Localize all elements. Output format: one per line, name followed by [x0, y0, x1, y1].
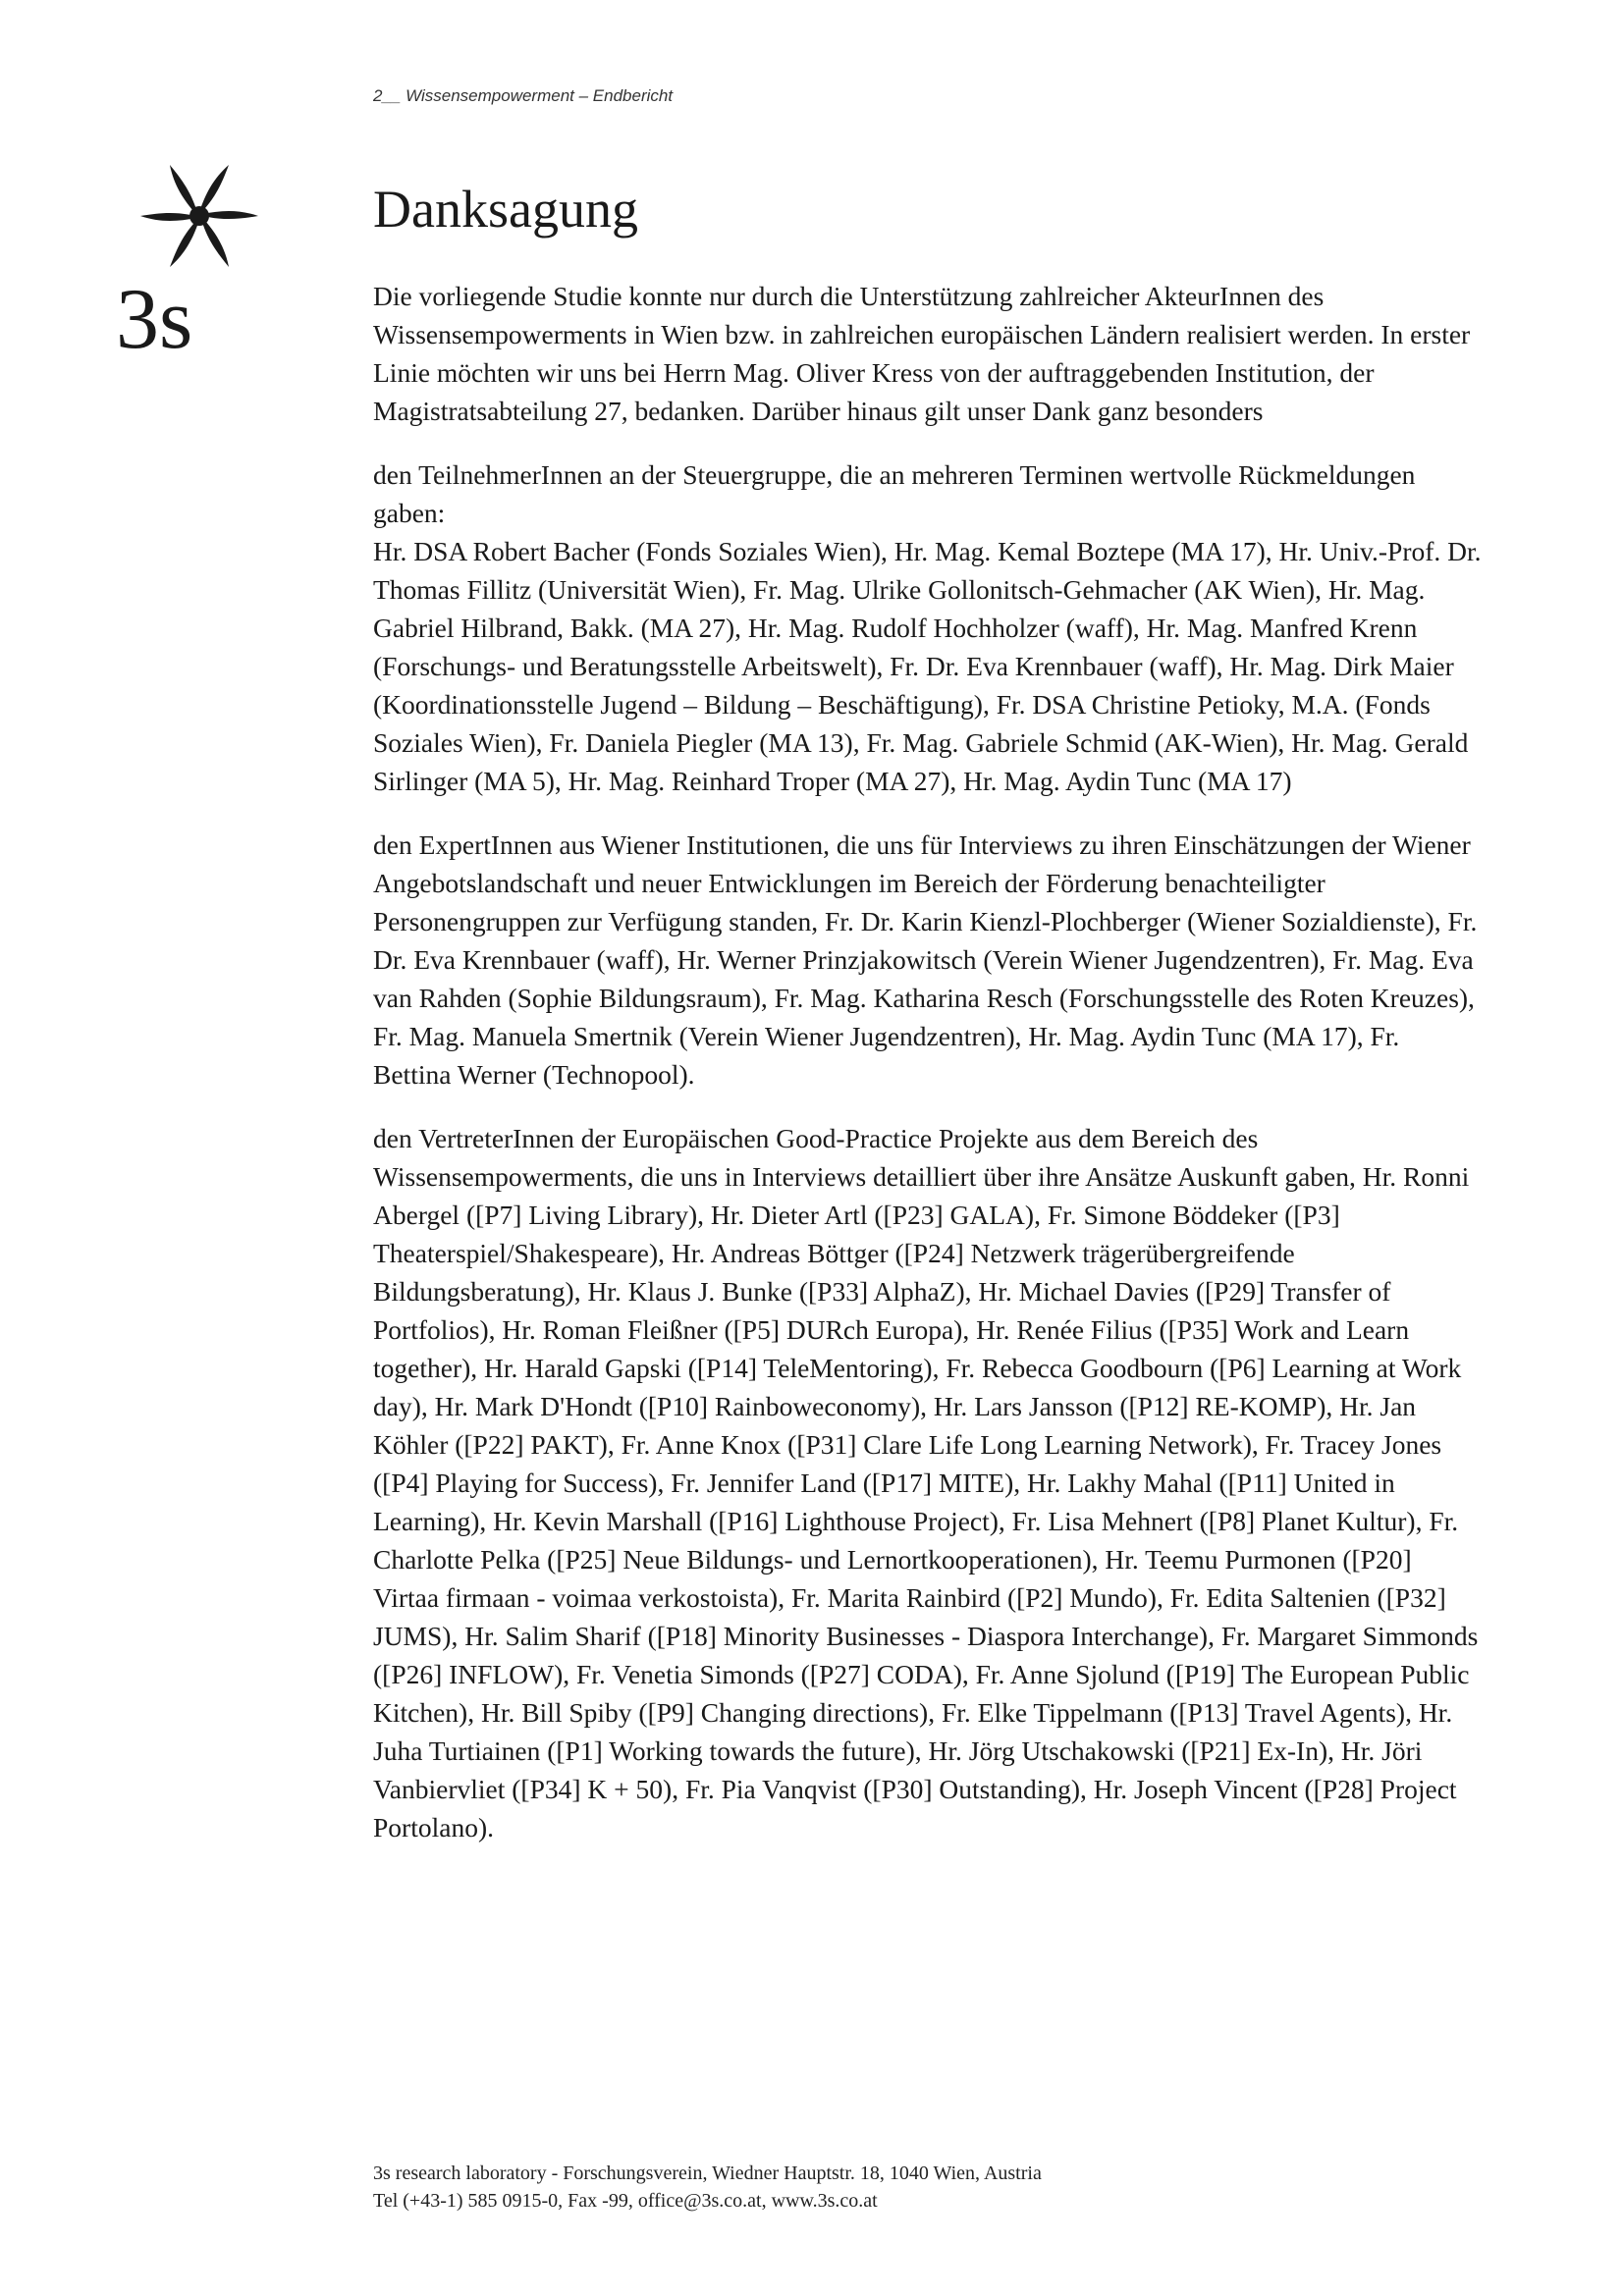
- document-body: [373, 277, 1483, 1872]
- footer-address: 3s research laboratory - Forschungsverein, Wiedner Hauptstr. 18, 1040 Wien, Austria: [373, 2163, 1042, 2184]
- page-title: Danksagung: [373, 180, 638, 239]
- pinwheel-logo-icon: [116, 147, 283, 285]
- running-header: 2__ Wissensempowerment – Endbericht: [373, 86, 674, 105]
- page-footer: [373, 2160, 1042, 2215]
- logo-text: 3s: [116, 272, 193, 367]
- steering-group-paragraph: den TeilnehmerInnen an der Steuergruppe, die an mehreren Terminen wertvolle Rückmeldungen gaben:: [373, 459, 1416, 528]
- good-practice-paragraph: den VertreterInnen der Europäischen Good-Practice Projekte aus dem Bereich des Wissensempowerments, die uns in Interviews detailliert über ihre Ansätze Auskunft gaben, Hr. Ronni Abergel ([P7] Living Library), Hr. Dieter Artl ([P23] GALA), Fr. Simone Böddeker ([P3] Theaterspiel/Shakespeare), Hr. Andreas Böttger ([P24] Netzwerk trägerübergreifende Bildungsberatung), Hr. Klaus J. Bunke ([P33] AlphaZ), Hr. Michael Davies ([P29] Transfer of Portfolios), Hr. Roman Fleißner ([P5] DURch Europa), Hr. Renée Filius ([P35] Work and Learn together), Hr. Harald Gapski ([P14] TeleMentoring), Fr. Rebecca Goodbourn ([P6] Learning at Work day), Hr. Mark D'Hondt ([P10] Rainboweconomy), Hr. Lars Jansson ([P12] RE-KOMP), Hr. Jan Köhler ([P22] PAKT), Fr. Anne Knox ([P31] Clare Life Long Learning Network), Fr. Tracey Jones ([P4] Playing for Success), Fr. Jennifer Land ([P17] MITE), Hr. Lakhy Mahal ([P11] United in Learning), Hr. Kevin Marshall ([P16] Lighthouse Project), Fr. Lisa Mehnert ([P8] Planet Kultur), Fr. Charlotte Pelka ([P25] Neue Bildungs- und Lernortkooperationen), Hr. Teemu Purmonen ([P20] Virtaa firmaan - voimaa verkostoista), Fr. Marita Rainbird ([P2] Mundo), Fr. Edita Saltenien ([P32] JUMS), Hr. Salim Sharif ([P18] Minority Businesses - Diaspora Interchange), Fr. Margaret Simmonds ([P26] INFLOW), Fr. Venetia Simonds ([P27] CODA), Fr. Anne Sjolund ([P19] The European Public Kitchen), Hr. Bill Spiby ([P9] Changing directions), Fr. Elke Tippelmann ([P13] Travel Agents), Hr. Juha Turtiainen ([P1] Working towards the future), Hr. Jörg Utschakowski ([P21] Ex-In), Hr. Jöri Vanbiervliet ([P34] K + 50), Fr. Pia Vanqvist ([P30] Outstanding), Hr. Joseph Vincent ([P28] Project Portolano).: [373, 1123, 1479, 1842]
- footer-contact: Tel (+43-1) 585 0915-0, Fax -99, office@3s.co.at, www.3s.co.at: [373, 2190, 878, 2212]
- steering-group-members: Hr. DSA Robert Bacher (Fonds Soziales Wien), Hr. Mag. Kemal Boztepe (MA 17), Hr. Univ.-Prof. Dr. Thomas Fillitz (Universität Wien), Fr. Mag. Ulrike Gollonitsch-Gehmacher (AK Wien), Hr. Mag. Gabriel Hilbrand, Bakk. (MA 27), Hr. Mag. Rudolf Hochholzer (waff), Hr. Mag. Manfred Krenn (Forschungs- und Beratungsstelle Arbeitswelt), Fr. Dr. Eva Krennbauer (waff), Hr. Mag. Dirk Maier (Koordinationsstelle Jugend – Bildung – Beschäftigung), Fr. DSA Christine Petioky, M.A. (Fonds Soziales Wien), Fr. Daniela Piegler (MA 13), Fr. Mag. Gabriele Schmid (AK-Wien), Hr. Mag. Gerald Sirlinger (MA 5), Hr. Mag. Reinhard Troper (MA 27), Hr. Mag. Aydin Tunc (MA 17): [373, 536, 1482, 796]
- intro-paragraph: Die vorliegende Studie konnte nur durch die Unterstützung zahlreicher AkteurInnen des Wissensempowerments in Wien bzw. in zahlreichen europäischen Ländern realisiert werden. In erster Linie möchten wir uns bei Herrn Mag. Oliver Kress von der auftraggebenden Institution, der Magistratsabteilung 27, bedanken. Darüber hinaus gilt unser Dank ganz besonders: [373, 281, 1471, 426]
- experts-paragraph: den ExpertInnen aus Wiener Institutionen, die uns für Interviews zu ihren Einschätzungen der Wiener Angebotslandschaft und neuer Entwicklungen im Bereich der Förderung benachteiligter Personengruppen zur Verfügung standen, Fr. Dr. Karin Kienzl-Plochberger (Wiener Sozialdienste), Fr. Dr. Eva Krennbauer (waff), Hr. Werner Prinzjakowitsch (Verein Wiener Jugendzentren), Fr. Mag. Eva van Rahden (Sophie Bildungsraum), Fr. Mag. Katharina Resch (Forschungsstelle des Roten Kreuzes), Fr. Mag. Manuela Smertnik (Verein Wiener Jugendzentren), Hr. Mag. Aydin Tunc (MA 17), Fr. Bettina Werner (Technopool).: [373, 829, 1478, 1090]
- logo: [116, 147, 283, 383]
